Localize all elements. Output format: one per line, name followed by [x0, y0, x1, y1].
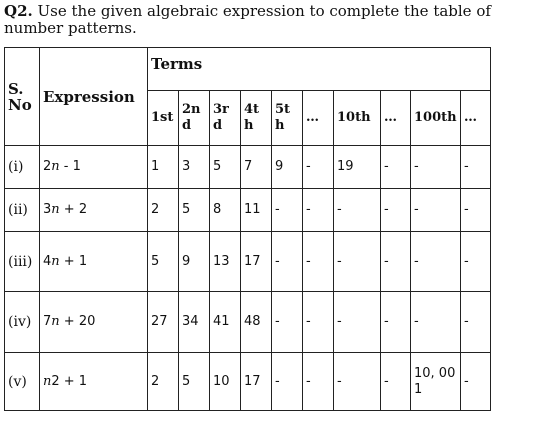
term-cell: - [303, 353, 334, 411]
term-cell: - [334, 232, 381, 292]
header-row-top [5, 48, 491, 91]
term-cell: - [461, 146, 491, 189]
term-label: … [303, 91, 334, 146]
term-cell: - [381, 292, 411, 353]
term-cell: 48 [241, 292, 272, 353]
term-cell: 13 [210, 232, 241, 292]
term-cell: 5 [148, 232, 179, 292]
term-cell: - [461, 353, 491, 411]
term-label: 10th [334, 91, 381, 146]
term-label: 4th [241, 91, 272, 146]
term-cell: 19 [334, 146, 381, 189]
term-label: 2nd [179, 91, 210, 146]
term-cell: 17 [241, 232, 272, 292]
term-cell: - [381, 232, 411, 292]
term-cell: - [381, 146, 411, 189]
expression-cell: 4n + 1 [40, 232, 148, 292]
term-cell: - [461, 189, 491, 232]
term-cell: - [272, 353, 303, 411]
table-row [5, 189, 491, 232]
term-cell: - [334, 292, 381, 353]
term-cell: - [272, 189, 303, 232]
term-cell: 8 [210, 189, 241, 232]
expression-cell: 2n - 1 [40, 146, 148, 189]
term-cell: 34 [179, 292, 210, 353]
term-cell: 2 [148, 353, 179, 411]
term-label: 1st [148, 91, 179, 146]
table-row [5, 146, 491, 189]
term-cell: 5 [179, 189, 210, 232]
term-cell: - [381, 353, 411, 411]
term-cell: - [272, 232, 303, 292]
term-cell: - [303, 189, 334, 232]
term-cell: - [303, 292, 334, 353]
table-row [5, 232, 491, 292]
table-row [5, 353, 491, 411]
question-prompt: Use the given algebraic expression to complete the table of number patterns. [4, 2, 491, 37]
term-label: … [381, 91, 411, 146]
term-cell: - [461, 232, 491, 292]
term-cell: - [334, 353, 381, 411]
term-cell: - [334, 189, 381, 232]
sno-cell: (v) [5, 353, 40, 411]
term-cell: 9 [179, 232, 210, 292]
table-row [5, 292, 491, 353]
number-patterns-table [4, 47, 491, 411]
term-cell: 27 [148, 292, 179, 353]
term-cell: 10 [210, 353, 241, 411]
term-cell: - [411, 189, 461, 232]
term-cell: - [411, 292, 461, 353]
term-cell: - [411, 146, 461, 189]
term-cell: - [303, 232, 334, 292]
term-cell: 9 [272, 146, 303, 189]
term-cell: 11 [241, 189, 272, 232]
sno-header: S. No [5, 48, 40, 146]
expression-cell: 7n + 20 [40, 292, 148, 353]
expression-header: Expression [40, 48, 148, 146]
question-number: Q2. [4, 2, 33, 20]
term-cell: 17 [241, 353, 272, 411]
term-cell: 1 [148, 146, 179, 189]
term-cell: 5 [179, 353, 210, 411]
term-label: 3rd [210, 91, 241, 146]
term-cell: 5 [210, 146, 241, 189]
question-text [4, 3, 532, 37]
term-cell: - [381, 189, 411, 232]
expression-cell: 3n + 2 [40, 189, 148, 232]
sno-cell: (ii) [5, 189, 40, 232]
term-cell: 7 [241, 146, 272, 189]
term-label: 5th [272, 91, 303, 146]
sno-cell: (iv) [5, 292, 40, 353]
term-label: … [461, 91, 491, 146]
term-cell: - [461, 292, 491, 353]
term-cell: - [411, 232, 461, 292]
term-cell: 2 [148, 189, 179, 232]
term-cell: - [272, 292, 303, 353]
term-cell: 3 [179, 146, 210, 189]
term-cell: - [303, 146, 334, 189]
terms-header: Terms [148, 48, 491, 91]
term-cell: 41 [210, 292, 241, 353]
sno-cell: (i) [5, 146, 40, 189]
term-label: 100th [411, 91, 461, 146]
expression-cell: n2 + 1 [40, 353, 148, 411]
term-cell: 10, 001 [411, 353, 461, 411]
sno-cell: (iii) [5, 232, 40, 292]
